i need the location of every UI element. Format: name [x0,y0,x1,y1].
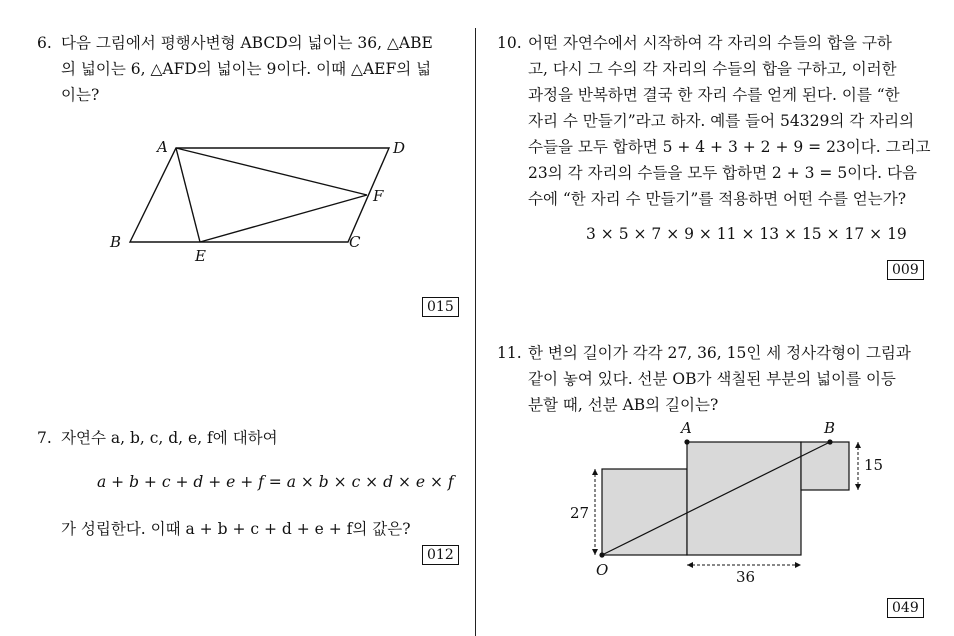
problem-line: 고, 다시 그 수의 각 자리의 수들의 합을 구하고, 이러한 [528,60,897,78]
problem-number: 7. [37,429,52,447]
label-15: 15 [864,456,884,474]
arrowhead [592,469,598,475]
label-27: 27 [570,504,590,522]
arrowhead [795,562,801,568]
problem-line: 과정을 반복하면 결국 한 자리 수를 얻게 된다. 이를 “한 [528,86,900,104]
problem-line: 자리 수 만들기”라고 하자. 예를 들어 54329의 각 자리의 [528,112,915,130]
problem-number: 11. [497,344,522,362]
problem-number: 6. [37,34,52,52]
problem-line: 수들을 모두 합하면 5 + 4 + 3 + 2 + 9 = 23이다. 그리고 [528,138,931,156]
square-15 [801,442,849,490]
answer-box-10: 009 [887,260,924,280]
answer-box-6: 015 [422,297,459,317]
problem-line: 의 넓이는 6, △AFD의 넓이는 9이다. 이때 △AEF의 넓 [61,60,432,78]
problem-line: 분할 때, 선분 AB의 길이는? [528,396,719,414]
label-b: B [824,419,836,437]
answer-box-7: 012 [422,545,459,565]
problem-line: 23의 각 자리의 수들을 모두 합하면 2 + 3 = 5이다. 다음 [528,164,917,182]
label-d: D [393,139,406,157]
answer-box-11: 049 [887,598,924,618]
point-a [684,439,689,444]
label-b: B [110,233,122,251]
label-e: E [195,247,206,265]
label-36: 36 [736,568,756,586]
problem-text [61,425,278,451]
problem-line: 자연수 a, b, c, d, e, f에 대하여 [61,429,278,447]
square-36 [687,442,801,555]
point-o [599,552,604,557]
label-o: O [596,561,609,579]
equation-7: a + b + c + d + e + f = a × b × c × d × e × f [97,473,454,491]
segment-af [176,148,367,195]
squares-figure [560,415,890,590]
parallelogram-figure [100,135,420,270]
problem-line: 가 성립한다. 이때 a + b + c + d + e + f의 값은? [61,520,411,538]
square-27 [602,469,687,555]
problem-7-question [61,516,411,542]
problem-line: 한 변의 길이가 각각 27, 36, 15인 세 정사각형이 그림과 [528,344,911,362]
arrowhead [687,562,693,568]
label-a: A [157,138,168,156]
label-a: A [681,419,692,437]
segment-ae [176,148,200,242]
parallelogram-abcd [130,148,389,242]
segment-ef [200,195,367,242]
problem-line: 이는? [61,86,100,104]
problem-text [528,30,931,212]
arrowhead [855,442,861,448]
problem-line: 같이 놓여 있다. 선분 OB가 색칠된 부분의 넓이를 이등 [528,370,896,388]
problem-text [528,340,911,418]
label-c: C [349,233,361,251]
arrowhead [855,484,861,490]
problem-number: 10. [497,34,522,52]
problem-text [61,30,433,108]
arrowhead [592,549,598,555]
column-divider [475,28,476,636]
problem-line: 어떤 자연수에서 시작하여 각 자리의 수들의 합을 구하 [528,34,892,52]
problem-line: 수에 “한 자리 수 만들기”를 적용하면 어떤 수를 얻는가? [528,190,907,208]
product-expression: 3 × 5 × 7 × 9 × 11 × 13 × 15 × 17 × 19 [586,225,907,243]
point-b [827,439,832,444]
label-f: F [373,187,384,205]
problem-line: 다음 그림에서 평행사변형 ABCD의 넓이는 36, △ABE [61,34,433,52]
